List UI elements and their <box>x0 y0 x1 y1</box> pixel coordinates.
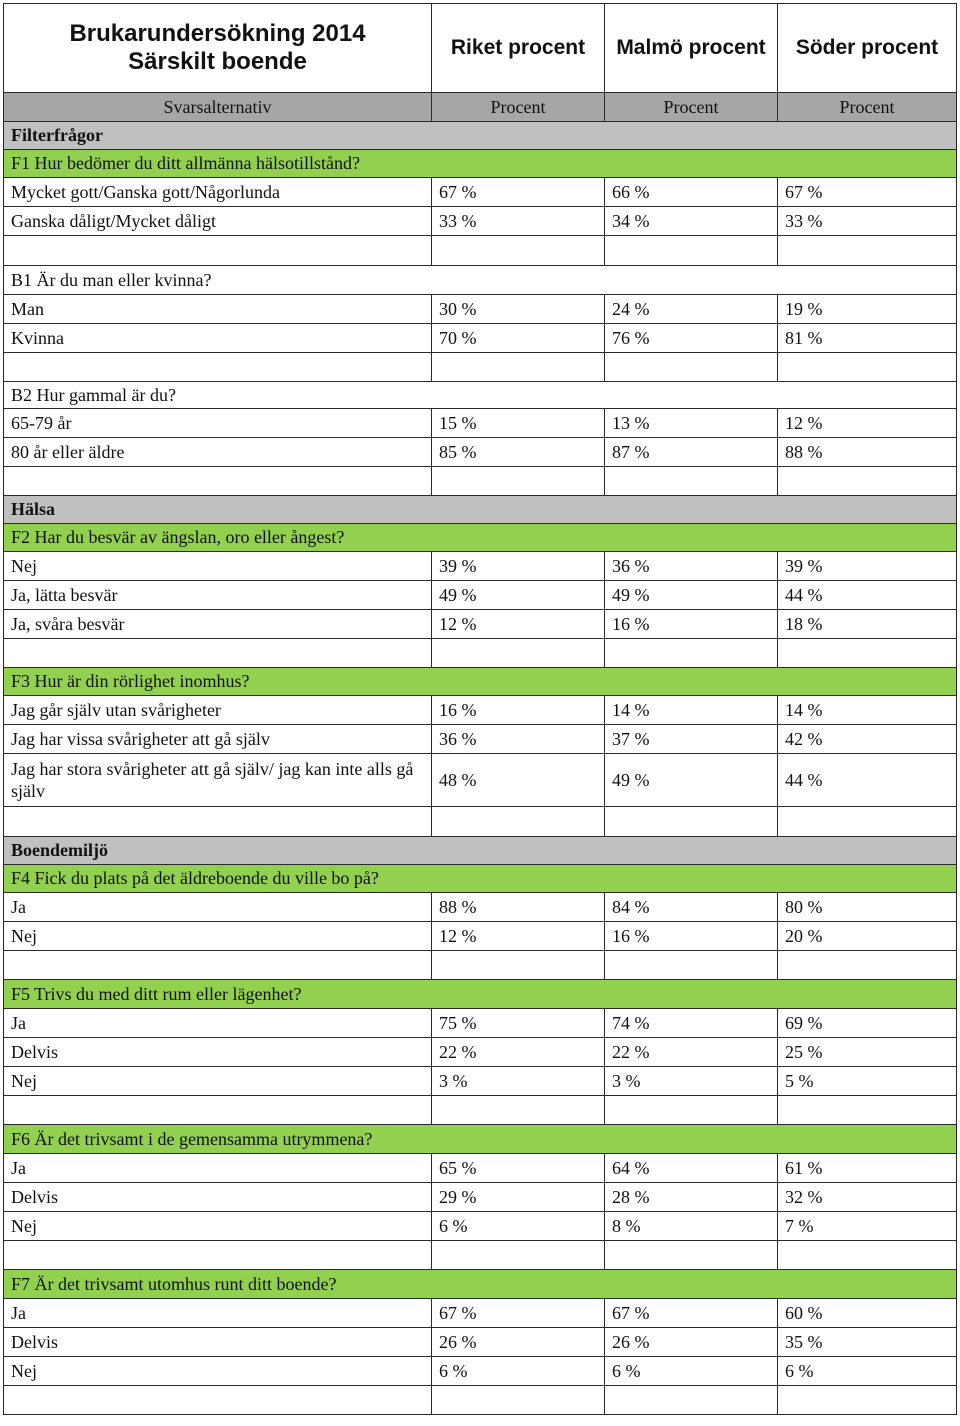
value-malmo: 8 % <box>605 1212 778 1241</box>
section-row <box>4 837 957 865</box>
value-riket: 49 % <box>432 581 605 610</box>
answer-label: Ja <box>4 1299 432 1328</box>
question-label: F4 Fick du plats på det äldreboende du ville bo på? <box>4 865 957 893</box>
answer-row <box>4 922 957 951</box>
answer-row <box>4 438 957 467</box>
question-label: F1 Hur bedömer du ditt allmänna hälsotillstånd? <box>4 150 957 178</box>
answer-label: Man <box>4 295 432 324</box>
value-soder: 67 % <box>778 178 957 207</box>
subheader-svarsalternativ: Svarsalternativ <box>4 93 432 122</box>
value-riket: 67 % <box>432 1299 605 1328</box>
answer-row <box>4 1183 957 1212</box>
question-row <box>4 1270 957 1299</box>
question-row <box>4 668 957 696</box>
spacer-row <box>4 807 957 837</box>
value-riket: 12 % <box>432 922 605 951</box>
value-malmo: 13 % <box>605 409 778 438</box>
value-riket: 88 % <box>432 893 605 922</box>
value-soder: 5 % <box>778 1067 957 1096</box>
value-riket: 15 % <box>432 409 605 438</box>
value-soder: 33 % <box>778 207 957 236</box>
value-malmo: 74 % <box>605 1009 778 1038</box>
value-riket: 67 % <box>432 178 605 207</box>
value-soder: 42 % <box>778 725 957 754</box>
value-riket: 29 % <box>432 1183 605 1212</box>
answer-label: Nej <box>4 1067 432 1096</box>
value-malmo: 67 % <box>605 1299 778 1328</box>
answer-row <box>4 1038 957 1067</box>
answer-row <box>4 552 957 581</box>
value-soder: 69 % <box>778 1009 957 1038</box>
value-soder: 19 % <box>778 295 957 324</box>
value-riket: 30 % <box>432 295 605 324</box>
value-malmo: 3 % <box>605 1067 778 1096</box>
value-riket: 48 % <box>432 754 605 807</box>
answer-label: 65-79 år <box>4 409 432 438</box>
answer-label: Ja <box>4 1154 432 1183</box>
value-malmo: 34 % <box>605 207 778 236</box>
answer-label: Ja, svåra besvär <box>4 610 432 639</box>
answer-row <box>4 581 957 610</box>
answer-row <box>4 754 957 807</box>
answer-label: Ganska dåligt/Mycket dåligt <box>4 207 432 236</box>
spacer-row <box>4 236 957 266</box>
value-riket: 75 % <box>432 1009 605 1038</box>
answer-label: Jag har stora svårigheter att gå själv/ jag kan inte alls gå själv <box>4 754 432 807</box>
question-row <box>4 980 957 1009</box>
question-row <box>4 865 957 893</box>
question-label: F5 Trivs du med ditt rum eller lägenhet? <box>4 980 957 1009</box>
answer-row <box>4 1154 957 1183</box>
answer-row <box>4 1067 957 1096</box>
value-soder: 6 % <box>778 1357 957 1386</box>
subheader-procent-riket: Procent <box>432 93 605 122</box>
value-soder: 32 % <box>778 1183 957 1212</box>
value-malmo: 66 % <box>605 178 778 207</box>
question-row <box>4 266 957 295</box>
value-malmo: 22 % <box>605 1038 778 1067</box>
answer-label: Ja, lätta besvär <box>4 581 432 610</box>
value-soder: 20 % <box>778 922 957 951</box>
value-riket: 3 % <box>432 1067 605 1096</box>
spacer-row <box>4 1241 957 1270</box>
question-label: F7 Är det trivsamt utomhus runt ditt boende? <box>4 1270 957 1299</box>
spacer-row <box>4 1386 957 1415</box>
answer-label: Delvis <box>4 1183 432 1212</box>
value-riket: 6 % <box>432 1212 605 1241</box>
title-line-1: Brukarundersökning 2014 <box>69 20 366 47</box>
value-malmo: 64 % <box>605 1154 778 1183</box>
value-malmo: 49 % <box>605 581 778 610</box>
answer-row <box>4 1009 957 1038</box>
answer-label: Nej <box>4 552 432 581</box>
col-header-riket: Riket procent <box>432 4 605 93</box>
value-malmo: 28 % <box>605 1183 778 1212</box>
answer-row <box>4 1328 957 1357</box>
value-malmo: 24 % <box>605 295 778 324</box>
value-malmo: 16 % <box>605 922 778 951</box>
answer-row <box>4 1212 957 1241</box>
section-row <box>4 496 957 524</box>
answer-row <box>4 295 957 324</box>
section-halsa: Hälsa <box>4 496 957 524</box>
question-label: B2 Hur gammal är du? <box>4 382 957 409</box>
value-soder: 39 % <box>778 552 957 581</box>
answer-row <box>4 725 957 754</box>
question-label: F3 Hur är din rörlighet inomhus? <box>4 668 957 696</box>
spacer-row <box>4 639 957 668</box>
section-row <box>4 122 957 150</box>
subheader-procent-malmo: Procent <box>605 93 778 122</box>
value-riket: 12 % <box>432 610 605 639</box>
value-soder: 12 % <box>778 409 957 438</box>
value-malmo: 87 % <box>605 438 778 467</box>
answer-label: Ja <box>4 1009 432 1038</box>
answer-label: Delvis <box>4 1328 432 1357</box>
spacer-row <box>4 1096 957 1125</box>
value-malmo: 6 % <box>605 1357 778 1386</box>
value-riket: 33 % <box>432 207 605 236</box>
value-malmo: 26 % <box>605 1328 778 1357</box>
answer-label: 80 år eller äldre <box>4 438 432 467</box>
section-boendemiljo: Boendemiljö <box>4 837 957 865</box>
value-soder: 88 % <box>778 438 957 467</box>
value-malmo: 37 % <box>605 725 778 754</box>
value-riket: 85 % <box>432 438 605 467</box>
answer-row <box>4 207 957 236</box>
value-riket: 6 % <box>432 1357 605 1386</box>
question-row <box>4 382 957 409</box>
value-soder: 35 % <box>778 1328 957 1357</box>
answer-label: Jag går själv utan svårigheter <box>4 696 432 725</box>
answer-label: Delvis <box>4 1038 432 1067</box>
question-row <box>4 1125 957 1154</box>
answer-label: Nej <box>4 1357 432 1386</box>
value-malmo: 36 % <box>605 552 778 581</box>
col-header-malmo: Malmö procent <box>605 4 778 93</box>
value-riket: 16 % <box>432 696 605 725</box>
spacer-row <box>4 467 957 496</box>
col-header-soder: Söder procent <box>778 4 957 93</box>
value-riket: 65 % <box>432 1154 605 1183</box>
value-soder: 25 % <box>778 1038 957 1067</box>
answer-label: Nej <box>4 1212 432 1241</box>
header-row <box>4 4 957 93</box>
answer-label: Nej <box>4 922 432 951</box>
answer-row <box>4 178 957 207</box>
title-line-2: Särskilt boende <box>128 48 307 75</box>
answer-label: Ja <box>4 893 432 922</box>
value-soder: 80 % <box>778 893 957 922</box>
value-soder: 7 % <box>778 1212 957 1241</box>
value-riket: 26 % <box>432 1328 605 1357</box>
value-soder: 18 % <box>778 610 957 639</box>
answer-row <box>4 324 957 353</box>
survey-table <box>3 3 957 1415</box>
value-riket: 70 % <box>432 324 605 353</box>
value-soder: 14 % <box>778 696 957 725</box>
value-riket: 22 % <box>432 1038 605 1067</box>
value-riket: 36 % <box>432 725 605 754</box>
report-title <box>4 4 432 93</box>
question-label: F2 Har du besvär av ängslan, oro eller ångest? <box>4 524 957 552</box>
question-row <box>4 150 957 178</box>
answer-row <box>4 610 957 639</box>
answer-row <box>4 1357 957 1386</box>
answer-row <box>4 893 957 922</box>
question-row <box>4 524 957 552</box>
value-soder: 81 % <box>778 324 957 353</box>
spacer-row <box>4 951 957 980</box>
answer-row <box>4 1299 957 1328</box>
answer-label: Kvinna <box>4 324 432 353</box>
value-soder: 44 % <box>778 754 957 807</box>
value-malmo: 49 % <box>605 754 778 807</box>
value-soder: 44 % <box>778 581 957 610</box>
value-soder: 61 % <box>778 1154 957 1183</box>
value-malmo: 14 % <box>605 696 778 725</box>
answer-label: Jag har vissa svårigheter att gå själv <box>4 725 432 754</box>
value-malmo: 84 % <box>605 893 778 922</box>
value-soder: 60 % <box>778 1299 957 1328</box>
answer-row <box>4 696 957 725</box>
section-filterfragor: Filterfrågor <box>4 122 957 150</box>
question-label: F6 Är det trivsamt i de gemensamma utrymmena? <box>4 1125 957 1154</box>
subheader-row <box>4 93 957 122</box>
spacer-row <box>4 353 957 382</box>
subheader-procent-soder: Procent <box>778 93 957 122</box>
value-malmo: 76 % <box>605 324 778 353</box>
answer-row <box>4 409 957 438</box>
value-riket: 39 % <box>432 552 605 581</box>
question-label: B1 Är du man eller kvinna? <box>4 266 957 295</box>
answer-label: Mycket gott/Ganska gott/Någorlunda <box>4 178 432 207</box>
value-malmo: 16 % <box>605 610 778 639</box>
